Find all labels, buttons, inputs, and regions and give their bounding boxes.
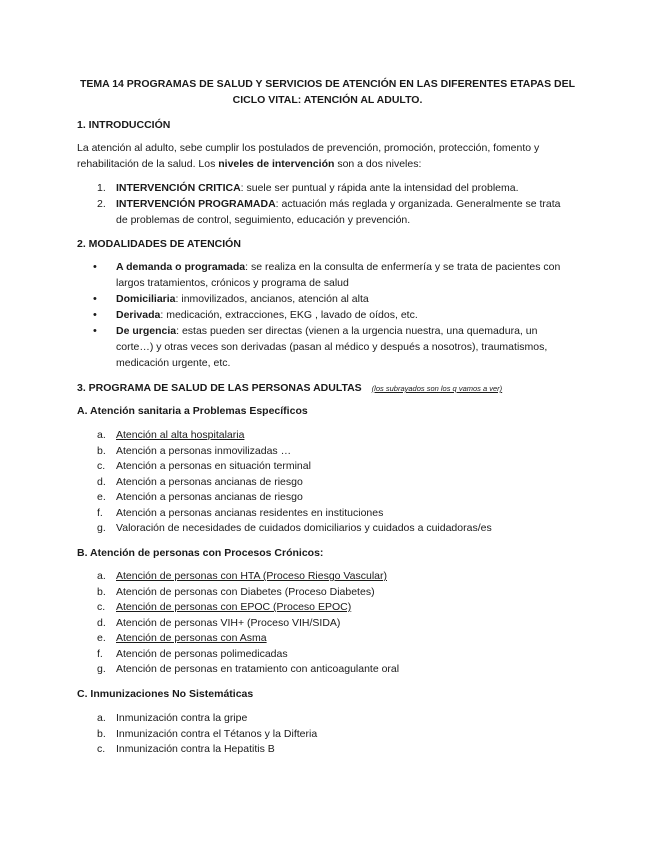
list-item [0, 585, 571, 601]
list-item-term: Derivada [116, 309, 161, 321]
paragraph-text-end: son a dos niveles: [334, 158, 422, 170]
list-item-text: : actuación más reglada y organizada. Generalmente se trata de problemas de control, seguimiento, educación y prevención. [116, 198, 561, 226]
subsection-a-list [0, 428, 571, 537]
list-marker: c. [97, 460, 106, 472]
list-marker: g. [97, 663, 106, 675]
list-item [0, 323, 571, 371]
paragraph-bold-term: niveles de intervención [218, 158, 335, 170]
list-item-text: Atención de personas con Asma [116, 632, 267, 644]
list-item-text: : se realiza en la consulta de enfermería y se trata de pacientes con largos tratamientos, crónicos y programa de salud [116, 261, 561, 289]
list-item [0, 291, 571, 307]
list-item-text: Atención a personas ancianas de riesgo [116, 491, 303, 503]
list-item-text: Inmunización contra el Tétanos y la Difteria [116, 727, 318, 740]
list-item-text: Atención a personas en situación terminal [116, 460, 311, 472]
list-item-text: Atención al alta hospitalaria [116, 429, 245, 441]
subsection-a-heading: A. Atención sanitaria a Problemas Específicos [77, 405, 308, 417]
list-item [0, 196, 571, 228]
list-item [0, 662, 571, 678]
list-item [0, 647, 571, 663]
list-item-term: INTERVENCIÓN CRITICA [116, 182, 241, 194]
list-item-text: Atención de personas con HTA (Proceso Riesgo Vascular) [116, 570, 387, 582]
list-item-text: Atención de personas VIH+ (Proceso VIH/SIDA) [116, 616, 341, 629]
list-marker: f. [97, 506, 103, 519]
list-marker: g. [97, 522, 106, 534]
list-item [0, 444, 571, 460]
list-item-text: Atención a personas ancianas residentes en instituciones [116, 506, 384, 519]
list-item [0, 259, 571, 291]
list-item [0, 307, 571, 323]
list-marker: f. [97, 647, 103, 660]
list-marker: e. [97, 632, 106, 644]
list-item-text: Atención de personas con EPOC (Proceso EPOC) [116, 601, 352, 613]
list-marker: d. [97, 475, 106, 488]
list-item-text: Valoración de necesidades de cuidados domiciliarios y cuidados a cuidadoras/es [116, 522, 492, 534]
list-item-term: Domiciliaria [116, 293, 176, 305]
bullet-icon: • [93, 293, 97, 305]
list-item-text: : inmovilizados, ancianos, atención al alta [175, 293, 369, 305]
list-marker: 2. [97, 198, 106, 210]
intervention-levels-list [0, 180, 571, 228]
list-item [0, 475, 571, 491]
list-item-text: : estas pueden ser directas (vienen a la urgencia nuestra, una quemadura, un corte…) y otras veces son derivadas (pasan al médico y después a nosotros), traumatismos, medicación urgente, etc. [116, 325, 548, 369]
bullet-icon: • [93, 325, 97, 337]
list-item-term: INTERVENCIÓN PROGRAMADA [116, 198, 276, 210]
list-marker: c. [97, 743, 106, 755]
list-item-text: Atención de personas polimedicadas [116, 647, 288, 660]
list-item-text: Atención a personas ancianas de riesgo [116, 475, 303, 488]
section-3-heading-text: 3. PROGRAMA DE SALUD DE LAS PERSONAS ADULTAS [77, 382, 362, 394]
paragraph-text: La atención al adulto, sebe cumplir los postulados de prevención, promoción, protección, fomento y rehabilitación de la salud. Los [77, 142, 540, 170]
list-item-term: A demanda o programada [116, 261, 246, 273]
list-item-text: Atención de personas con Diabetes (Proceso Diabetes) [116, 585, 375, 598]
list-marker: a. [97, 712, 106, 724]
list-item [0, 459, 571, 475]
list-item [0, 490, 571, 506]
list-marker: 1. [97, 182, 106, 194]
list-item [0, 521, 571, 537]
section-3-heading [77, 381, 502, 396]
list-item [0, 428, 571, 444]
list-marker: b. [97, 585, 106, 598]
list-item [0, 569, 571, 585]
subsection-b-list [0, 569, 571, 678]
list-item-text: : suele ser puntual y rápida ante la intensidad del problema. [240, 182, 519, 194]
bullet-icon: • [93, 261, 97, 273]
list-item [0, 727, 571, 743]
subsection-c-list [0, 711, 571, 758]
section-1-heading: 1. INTRODUCCIÓN [77, 119, 171, 131]
list-item [0, 180, 571, 196]
list-item-text: Atención a personas inmovilizadas … [116, 444, 292, 457]
list-item [0, 600, 571, 616]
list-item-text: Atención de personas en tratamiento con anticoagulante oral [116, 663, 400, 675]
list-item [0, 506, 571, 522]
subsection-c-heading: C. Inmunizaciones No Sistemáticas [77, 688, 254, 700]
list-item-text: Inmunización contra la gripe [116, 712, 248, 724]
list-item-text: Inmunización contra la Hepatitis B [116, 743, 275, 755]
list-item [0, 631, 571, 647]
document-title: TEMA 14 PROGRAMAS DE SALUD Y SERVICIOS DE ATENCIÓN EN LAS DIFERENTES ETAPAS DEL CICLO VITAL: ATENCIÓN AL ADULTO. [79, 78, 576, 106]
list-item [0, 616, 571, 632]
list-marker: a. [97, 570, 106, 582]
care-modalities-list [0, 259, 571, 371]
section-3-note: (los subrayados son los q vamos a ver) [371, 384, 503, 393]
list-marker: c. [97, 601, 106, 613]
list-item [0, 742, 571, 758]
list-marker: a. [97, 429, 106, 441]
bullet-icon: • [93, 309, 97, 321]
list-marker: d. [97, 616, 106, 629]
section-1-paragraph [77, 140, 577, 172]
list-marker: b. [97, 727, 106, 740]
list-item [0, 711, 571, 727]
list-marker: e. [97, 491, 106, 503]
list-item-term: De urgencia [116, 325, 177, 337]
section-2-heading: 2. MODALIDADES DE ATENCIÓN [77, 238, 241, 250]
list-marker: b. [97, 444, 106, 457]
subsection-b-heading: B. Atención de personas con Procesos Crónicos: [77, 547, 324, 559]
list-item-text: : medicación, extracciones, EKG , lavado de oídos, etc. [160, 309, 418, 321]
